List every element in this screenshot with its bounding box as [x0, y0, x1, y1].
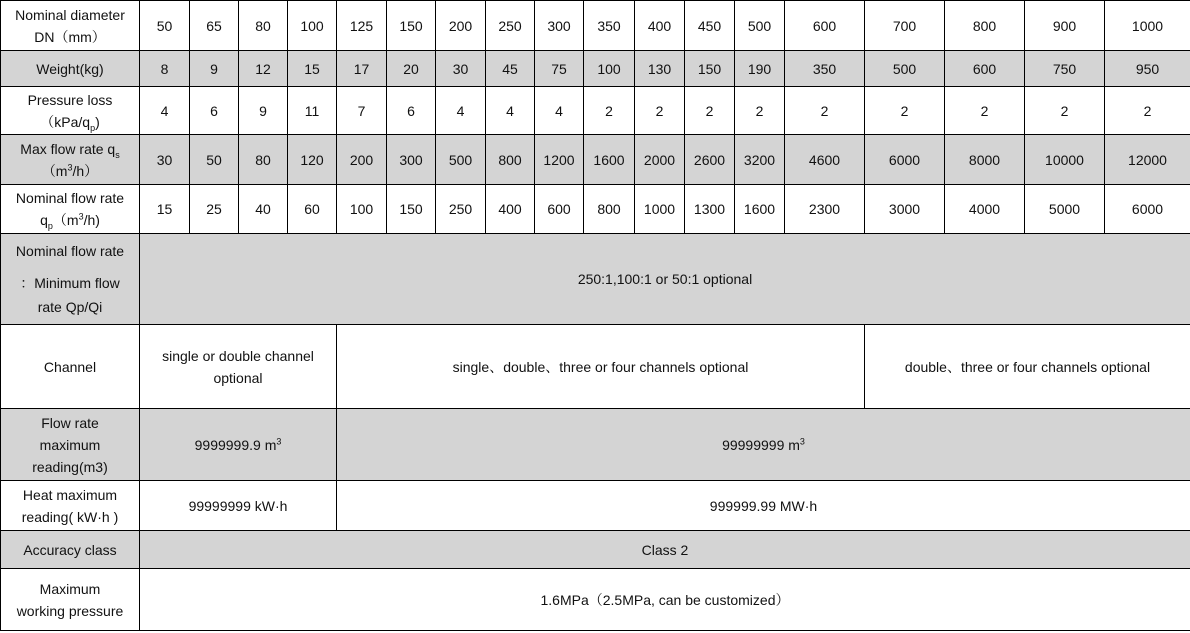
table-cell: 25 — [190, 185, 239, 234]
table-cell: 4 — [436, 87, 486, 135]
row-weight — [1, 51, 1190, 87]
channel-value-mid: single、double、three or four channels optional — [337, 325, 865, 409]
superscript: 3 — [78, 211, 84, 222]
table-cell: 750 — [1025, 51, 1105, 87]
table-cell: 500 — [436, 135, 486, 185]
table-cell: 300 — [387, 135, 436, 185]
table-cell: 600 — [535, 185, 584, 234]
label-part: （m — [52, 212, 79, 228]
table-cell: 300 — [535, 1, 584, 51]
table-cell: 2 — [685, 87, 735, 135]
label-line: rate Qp/Qi — [37, 299, 103, 315]
table-cell: 130 — [635, 51, 685, 87]
table-cell: 15 — [288, 51, 337, 87]
table-cell: 6000 — [1105, 185, 1190, 234]
label-line — [4, 160, 136, 182]
label-line: maximum — [39, 436, 101, 453]
heat-reading-large: 999999.99 MW·h — [337, 481, 1190, 531]
table-cell: 190 — [735, 51, 785, 87]
table-cell: 30 — [436, 51, 486, 87]
flow-reading-small — [140, 409, 337, 481]
label-line: reading(m3) — [32, 458, 108, 475]
superscript: 3 — [67, 161, 73, 172]
table-cell: 2 — [1025, 87, 1105, 135]
ratio-value: 250:1,100:1 or 50:1 optional — [140, 234, 1190, 325]
table-cell: 11 — [288, 87, 337, 135]
table-cell: 600 — [785, 1, 865, 51]
row-label — [1, 1, 140, 51]
row-max-flow-rate — [1, 135, 1190, 185]
channel-value-large: double、three or four channels optional — [865, 325, 1190, 409]
table-cell: 200 — [436, 1, 486, 51]
row-label — [1, 481, 140, 531]
table-cell: 8 — [140, 51, 190, 87]
row-turndown-ratio — [1, 234, 1190, 325]
table-cell: 800 — [945, 1, 1025, 51]
label-part: （m — [41, 162, 68, 179]
value-line: single or double channel — [162, 347, 314, 364]
row-label — [1, 234, 140, 325]
table-cell: 350 — [785, 51, 865, 87]
table-cell: 1600 — [735, 185, 785, 234]
table-cell: 100 — [288, 1, 337, 51]
table-cell: 75 — [535, 51, 584, 87]
table-cell: 800 — [486, 135, 535, 185]
table-cell: 250 — [486, 1, 535, 51]
table-cell: 3200 — [735, 135, 785, 185]
table-cell: 8000 — [945, 135, 1025, 185]
table-cell: 900 — [1025, 1, 1105, 51]
value-line: optional — [213, 369, 263, 386]
row-label: Weight(kg) — [1, 51, 140, 87]
table-cell: 3000 — [865, 185, 945, 234]
table-cell: 100 — [337, 185, 387, 234]
row-nominal-diameter — [1, 1, 1190, 51]
label-part: /h） — [72, 162, 99, 179]
heat-reading-small: 99999999 kW·h — [140, 481, 337, 531]
table-cell: 600 — [945, 51, 1025, 87]
table-cell: 2000 — [635, 135, 685, 185]
label-line: Flow rate — [41, 414, 99, 431]
table-cell: 1600 — [584, 135, 635, 185]
table-cell: 950 — [1105, 51, 1190, 87]
label-line: Pressure loss — [27, 91, 113, 108]
label-part: （kPa/q — [40, 113, 91, 130]
table-cell: 700 — [865, 1, 945, 51]
table-cell: 400 — [486, 185, 535, 234]
table-cell: 17 — [337, 51, 387, 87]
label-line: Nominal flow rate — [15, 243, 125, 259]
row-label — [1, 87, 140, 135]
table-cell: 50 — [190, 135, 239, 185]
label-line: Nominal diameter — [15, 6, 125, 23]
row-nominal-flow-rate — [1, 185, 1190, 234]
table-cell: 6000 — [865, 135, 945, 185]
row-heat-max-reading — [1, 481, 1190, 531]
table-cell: 80 — [239, 1, 288, 51]
table-cell: 30 — [140, 135, 190, 185]
table-cell: 120 — [288, 135, 337, 185]
accuracy-value: Class 2 — [140, 531, 1190, 569]
table-cell: 9 — [239, 87, 288, 135]
label-part: q — [40, 212, 48, 228]
flow-reading-large — [337, 409, 1190, 481]
row-accuracy-class — [1, 531, 1190, 569]
table-cell: 20 — [387, 51, 436, 87]
subscript: p — [47, 220, 53, 231]
table-cell: 100 — [584, 51, 635, 87]
value-text: 9999999.9 m — [194, 436, 277, 453]
row-label — [1, 185, 140, 234]
value-text: 99999999 m — [722, 436, 800, 453]
table-cell: 4 — [486, 87, 535, 135]
table-cell: 12000 — [1105, 135, 1190, 185]
table-cell: 2 — [635, 87, 685, 135]
label-line — [4, 138, 136, 160]
table-cell: 5000 — [1025, 185, 1105, 234]
table-cell: 150 — [685, 51, 735, 87]
table-cell: 12 — [239, 51, 288, 87]
table-cell: 1000 — [635, 185, 685, 234]
table-cell: 500 — [865, 51, 945, 87]
table-cell: 150 — [387, 1, 436, 51]
table-cell: 2 — [584, 87, 635, 135]
label-line: ：Minimum flow — [20, 275, 120, 291]
label-part: ) — [95, 113, 100, 130]
row-label — [1, 409, 140, 481]
table-cell: 9 — [190, 51, 239, 87]
table-cell: 2600 — [685, 135, 735, 185]
subscript: s — [115, 149, 120, 160]
superscript: 3 — [276, 435, 282, 446]
subscript: p — [90, 122, 96, 133]
row-label — [1, 569, 140, 631]
table-cell: 10000 — [1025, 135, 1105, 185]
table-cell: 4600 — [785, 135, 865, 185]
row-flow-max-reading — [1, 409, 1190, 481]
label-line: reading( kW·h ) — [21, 508, 119, 525]
row-label — [1, 135, 140, 185]
table-cell: 500 — [735, 1, 785, 51]
table-cell: 150 — [387, 185, 436, 234]
label-line: working pressure — [16, 602, 124, 619]
superscript: 3 — [799, 435, 805, 446]
pressure-value: 1.6MPa（2.5MPa, can be customized） — [140, 569, 1190, 631]
table-cell: 2 — [945, 87, 1025, 135]
label-line — [4, 111, 136, 133]
channel-value-small — [140, 325, 337, 409]
table-cell: 6 — [190, 87, 239, 135]
table-cell: 1200 — [535, 135, 584, 185]
table-cell: 2 — [735, 87, 785, 135]
table-cell: 4 — [140, 87, 190, 135]
table-cell: 2300 — [785, 185, 865, 234]
label-line: DN（mm） — [34, 28, 106, 45]
table-cell: 40 — [239, 185, 288, 234]
table-cell: 80 — [239, 135, 288, 185]
row-label: Accuracy class — [1, 531, 140, 569]
table-cell: 60 — [288, 185, 337, 234]
label-part: Max flow rate q — [20, 140, 116, 157]
row-label: Channel — [1, 325, 140, 409]
table-cell: 7 — [337, 87, 387, 135]
table-cell: 15 — [140, 185, 190, 234]
table-cell: 400 — [635, 1, 685, 51]
table-cell: 250 — [436, 185, 486, 234]
table-cell: 1000 — [1105, 1, 1190, 51]
table-cell: 4000 — [945, 185, 1025, 234]
table-cell: 2 — [1105, 87, 1190, 135]
table-cell: 2 — [865, 87, 945, 135]
table-cell: 65 — [190, 1, 239, 51]
label-line: Heat maximum — [22, 486, 118, 503]
row-pressure-loss — [1, 87, 1190, 135]
table-cell: 4 — [535, 87, 584, 135]
table-cell: 6 — [387, 87, 436, 135]
table-cell: 2 — [785, 87, 865, 135]
label-part: /h) — [83, 212, 100, 228]
label-line: Maximum — [39, 580, 101, 597]
table-cell: 350 — [584, 1, 635, 51]
table-cell: 125 — [337, 1, 387, 51]
table-cell: 800 — [584, 185, 635, 234]
row-max-working-pressure — [1, 569, 1190, 631]
label-line: Nominal flow rate — [15, 190, 125, 206]
table-cell: 450 — [685, 1, 735, 51]
table-cell: 200 — [337, 135, 387, 185]
table-cell: 45 — [486, 51, 535, 87]
table-cell: 1300 — [685, 185, 735, 234]
label-line — [4, 209, 136, 231]
table-cell: 50 — [140, 1, 190, 51]
row-channel — [1, 325, 1190, 409]
